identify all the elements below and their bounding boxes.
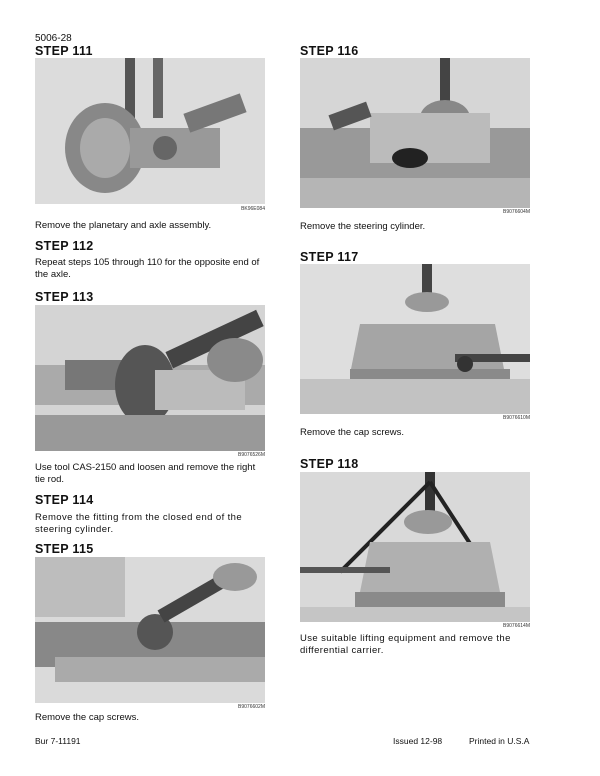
step-115-title: STEP 115 [35, 542, 94, 556]
footer-doc-number: Bur 7-11191 [35, 736, 81, 746]
step-117-title: STEP 117 [300, 250, 359, 264]
step-116-figure-code: B9076604M [503, 209, 530, 215]
step-115-figure-code: B9076602M [238, 704, 265, 710]
step-116-photo [300, 58, 530, 208]
page-number: 5006-28 [35, 33, 72, 44]
step-118-figure-code: B9076614M [503, 623, 530, 629]
step-114-caption: Remove the fitting from the closed end of the steering cylinder. [35, 512, 243, 535]
step-114-title: STEP 114 [35, 493, 94, 507]
step-111-photo [35, 58, 265, 204]
step-113-title: STEP 113 [35, 290, 94, 304]
step-111-title: STEP 111 [35, 44, 93, 58]
step-117-caption: Remove the cap screws. [300, 427, 405, 438]
step-113-caption: Use tool CAS-2150 and loosen and remove the right tie rod. [35, 462, 256, 485]
step-113-figure-code: B9076526M [238, 452, 265, 458]
footer-issued: Issued 12-98 [393, 736, 443, 746]
step-111-caption: Remove the planetary and axle assembly. [35, 220, 212, 231]
step-117-figure-code: B9076610M [503, 415, 530, 421]
step-118-photo [300, 472, 530, 622]
step-113-photo [35, 305, 265, 451]
step-115-photo [35, 557, 265, 703]
step-112-caption: Repeat steps 105 through 110 for the opposite end of the axle. [35, 257, 260, 280]
step-117-photo [300, 264, 530, 414]
step-118-title: STEP 118 [300, 457, 359, 471]
footer-printed: Printed in U.S.A [469, 736, 530, 746]
step-116-caption: Remove the steering cylinder. [300, 221, 426, 232]
step-112-title: STEP 112 [35, 239, 94, 253]
step-111-figure-code: BK96E084 [241, 206, 265, 212]
step-116-title: STEP 116 [300, 44, 359, 58]
step-115-caption: Remove the cap screws. [35, 712, 140, 723]
step-118-caption: Use suitable lifting equipment and remove the differential carrier. [300, 633, 511, 656]
